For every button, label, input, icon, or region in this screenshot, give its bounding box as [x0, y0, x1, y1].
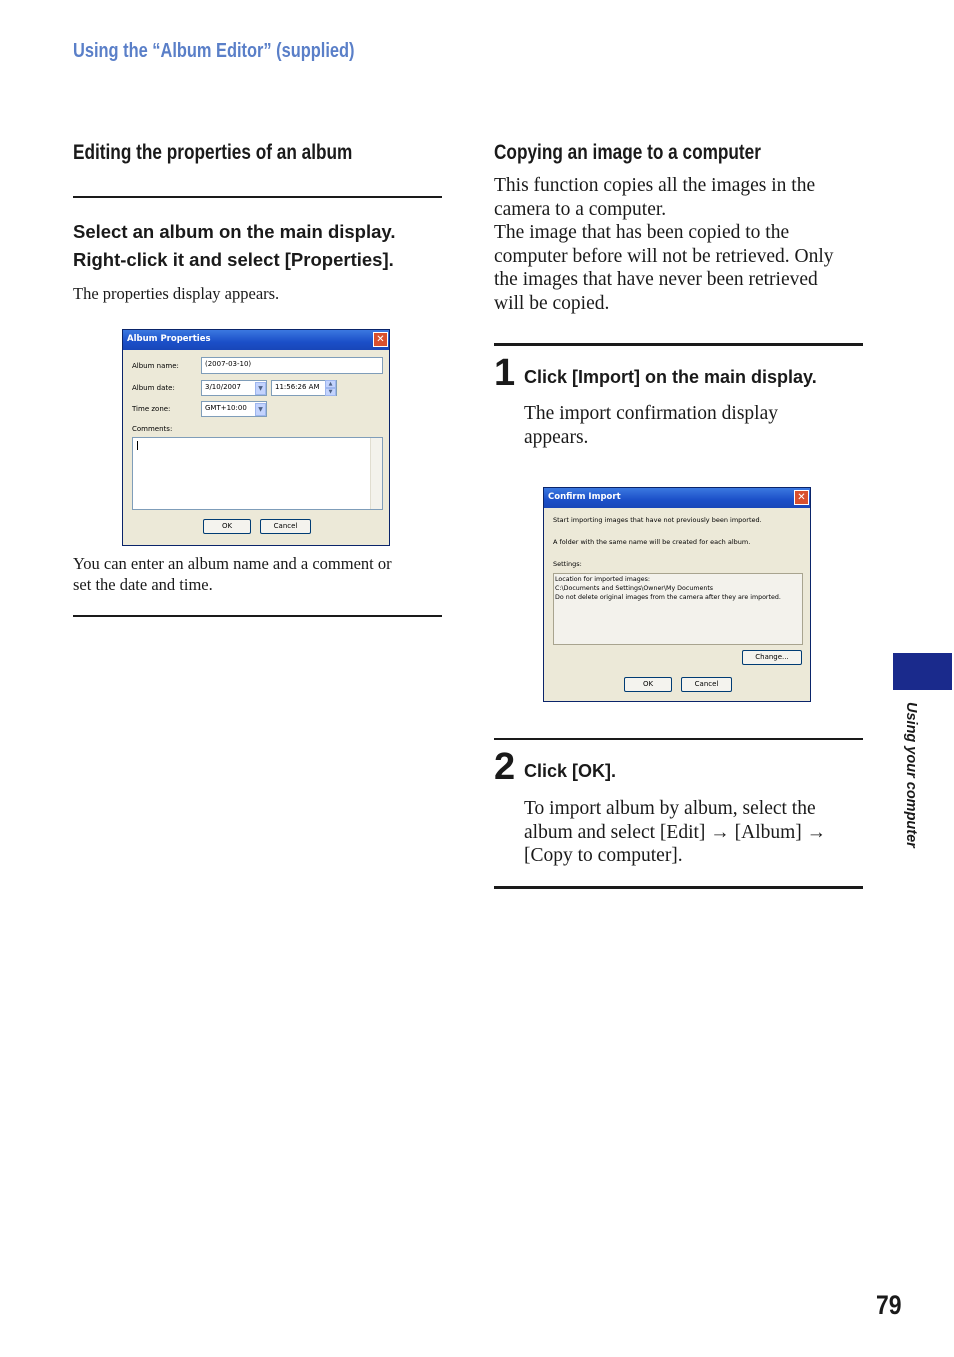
- caption-line: set the date and time.: [73, 575, 213, 594]
- chapter-tab: [893, 653, 952, 690]
- dialog-title: Confirm Import: [548, 492, 621, 502]
- album-name-label: Album name:: [132, 362, 179, 370]
- settings-text: [555, 575, 781, 602]
- section-rule-bottom: [494, 886, 863, 889]
- time-zone-value: GMT+10:00: [205, 404, 247, 412]
- step-body-line: To import album by album, select the: [524, 798, 816, 819]
- album-name-input[interactable]: (2007-03-10): [201, 357, 383, 374]
- dialog-title: Album Properties: [127, 334, 211, 344]
- chevron-down-icon[interactable]: ▼: [255, 403, 266, 416]
- settings-line: Location for imported images:: [555, 576, 650, 583]
- caption-line: You can enter an album name and a comment or: [73, 554, 392, 573]
- intro-line: computer before will not be retrieved. Only: [494, 245, 834, 267]
- spin-down-icon[interactable]: ▼: [325, 388, 336, 396]
- step-body-line: [Copy to computer].: [524, 845, 683, 867]
- chapter-tab-label: Using your computer: [903, 702, 919, 848]
- close-icon[interactable]: ✕: [794, 490, 809, 505]
- step-body-line: appears.: [524, 426, 589, 448]
- step-body: [524, 797, 826, 868]
- step-number: 2: [494, 746, 516, 788]
- step-body-line: album and select [Edit] → [Album] →: [524, 821, 827, 843]
- ok-button[interactable]: OK: [203, 519, 251, 534]
- step-rule: [494, 343, 863, 346]
- import-message: Start importing images that have not previously been imported.: [553, 516, 762, 524]
- section-rule-top: [73, 196, 442, 198]
- intro-line: will be copied.: [494, 292, 610, 314]
- album-properties-dialog: [122, 329, 390, 546]
- intro-line: the images that have never been retrieved: [494, 269, 818, 291]
- section-title-copy-image: Copying an image to a computer: [494, 141, 761, 164]
- instruction-line: Select an album on the main display.: [73, 221, 396, 242]
- chevron-down-icon[interactable]: ▼: [255, 382, 266, 395]
- intro-line: This function copies all the images in the: [494, 175, 816, 196]
- comments-textarea[interactable]: [132, 437, 383, 510]
- intro-line: The image that has been copied to the: [494, 222, 790, 244]
- folder-message: A folder with the same name will be created for each album.: [553, 538, 751, 546]
- scrollbar[interactable]: [370, 438, 382, 509]
- step-body-line: The import confirmation display: [524, 403, 778, 424]
- properties-note: The properties display appears.: [73, 284, 280, 303]
- step-rule: [494, 738, 863, 740]
- text-cursor: [137, 441, 138, 450]
- running-header: Using the “Album Editor” (supplied): [73, 40, 355, 62]
- change-button[interactable]: Change...: [742, 650, 802, 665]
- comments-label: Comments:: [132, 425, 173, 433]
- settings-line: C:\Documents and Settings\Owner\My Documents: [555, 585, 714, 592]
- section-title-edit-properties: Editing the properties of an album: [73, 141, 353, 164]
- intro-paragraph: [494, 174, 834, 316]
- section-rule-bottom: [73, 615, 442, 617]
- album-date-label: Album date:: [132, 384, 175, 392]
- close-icon[interactable]: ✕: [373, 332, 388, 347]
- page-number: 79: [876, 1290, 902, 1320]
- confirm-import-dialog: [543, 487, 811, 702]
- dialog-caption: [73, 553, 392, 595]
- time-zone-label: Time zone:: [132, 405, 171, 413]
- instruction-text: [73, 218, 395, 274]
- settings-box: [553, 573, 803, 645]
- cancel-button[interactable]: Cancel: [681, 677, 732, 692]
- intro-line: camera to a computer.: [494, 198, 667, 220]
- date-value: 3/10/2007: [205, 383, 241, 391]
- spin-up-icon[interactable]: ▲: [325, 380, 336, 388]
- cancel-button[interactable]: Cancel: [260, 519, 311, 534]
- ok-button[interactable]: OK: [624, 677, 672, 692]
- dialog-titlebar: [123, 330, 389, 350]
- step-title: Click [Import] on the main display.: [524, 367, 817, 387]
- dialog-titlebar: [544, 488, 810, 508]
- settings-label: Settings:: [553, 560, 582, 568]
- step-number: 1: [494, 352, 516, 394]
- instruction-line: Right-click it and select [Properties].: [73, 249, 394, 270]
- step-body: [524, 402, 778, 449]
- step-title: Click [OK].: [524, 761, 617, 781]
- time-value: 11:56:26 AM: [275, 383, 320, 391]
- settings-line: Do not delete original images from the camera after they are imported.: [555, 594, 781, 601]
